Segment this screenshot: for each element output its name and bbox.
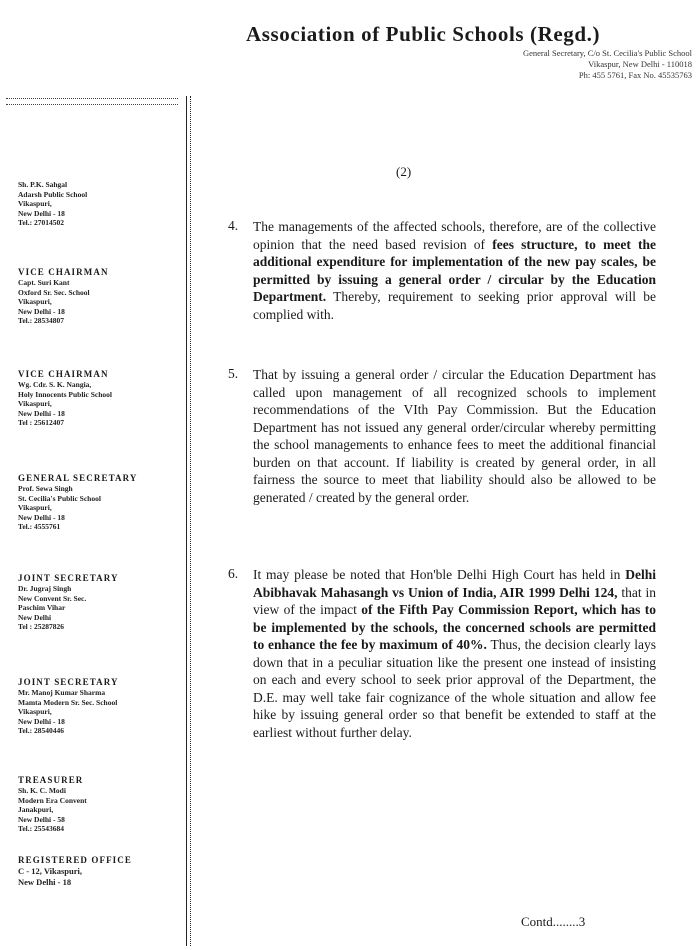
member-line: Holy Innocents Public School	[18, 389, 112, 399]
member-title: JOINT SECRETARY	[18, 573, 119, 583]
member-line: New Delhi - 18	[18, 208, 65, 218]
continued-note: Contd........3	[521, 914, 586, 929]
text-segment-bold: Delhi Abibhavak Mahasangh vs Union of India, AIR 1999 Delhi 124,	[253, 567, 656, 600]
member-line: Sh. K. C. Modi	[18, 786, 66, 795]
member-line: C - 12, Vikaspuri,	[18, 866, 82, 876]
member-title: REGISTERED OFFICE	[18, 855, 132, 865]
text-segment: Thereby, requirement to seeking prior approval will be complied with.	[253, 289, 656, 322]
member-line: Tel.: 28534807	[18, 316, 64, 325]
page-number: (2)	[396, 164, 412, 179]
member-line: Dr. Jugraj Singh	[18, 584, 72, 593]
paragraph-number: 4.	[228, 218, 239, 233]
member-line: Oxford Sr. Sec. School	[18, 287, 90, 297]
paragraph-4	[228, 218, 656, 323]
letterhead-address	[523, 48, 692, 81]
letterhead-divider	[6, 98, 178, 105]
text-segment-bold: of the Fifth Pay Commission Report, which has to be implemented by the schools, the concerned schools are permitted to enhance the fee by maximum of 40%.	[253, 602, 656, 652]
member-line: Paschim Vihar	[18, 603, 66, 612]
member-line: New Delhi - 58	[18, 814, 65, 824]
member-line: Tel.: 25543684	[18, 824, 64, 833]
sidebar-member-joint-secretary	[18, 676, 173, 736]
text-segment-bold: fees structure, to meet the additional expenditure for implementation of the new pay scales, be permitted by issuing a general order / circular by the Education Department.	[253, 236, 656, 304]
member-title: TREASURER	[18, 775, 84, 785]
member-line: Vikaspuri,	[18, 503, 52, 512]
member-line: Tel.: 27014502	[18, 218, 64, 227]
paragraph-5	[228, 366, 656, 506]
member-line: Adarsh Public School	[18, 189, 88, 199]
member-line: New Delhi - 18	[18, 408, 65, 418]
text-segment: The managements of the affected schools, therefore, are of the collective opinion that the need based revision of	[253, 219, 656, 252]
letterhead-line: Ph: 455 5761, Fax No. 45535763	[578, 70, 692, 80]
sidebar-member-vice-chairman	[18, 368, 173, 428]
paragraph-text	[253, 566, 656, 741]
letterhead-line: Vikaspur, New Delhi - 110018	[588, 59, 692, 69]
member-line: Mr. Manoj Kumar Sharma	[18, 688, 106, 697]
paragraph-text	[253, 218, 656, 323]
member-line: Vikaspuri,	[18, 707, 52, 716]
member-line: Prof. Sewa Singh	[18, 484, 73, 493]
member-line: Tel : 25612407	[18, 418, 64, 427]
member-line: Vikaspuri,	[18, 297, 52, 306]
member-line: New Delhi - 18	[18, 306, 65, 316]
paragraph-6	[228, 566, 656, 741]
sidebar-member-treasurer	[18, 774, 173, 834]
member-line: Janakpuri,	[18, 805, 54, 814]
text-segment: that in view of the impact	[253, 584, 656, 617]
margin-rule	[186, 96, 187, 946]
member-title: VICE CHAIRMAN	[18, 369, 109, 379]
member-line: St. Cecilia's Public School	[18, 493, 101, 503]
letterhead-line: General Secretary, C/o St. Cecilia's Public School	[522, 48, 692, 58]
member-line: Vikaspuri,	[18, 199, 52, 208]
text-segment: It may please be noted that Hon'ble Delhi High Court has held in	[253, 567, 626, 582]
member-line: Wg. Cdr. S. K. Nangia,	[18, 380, 92, 389]
sidebar-member-joint-secretary	[18, 572, 173, 632]
paragraph-number: 5.	[228, 366, 239, 381]
member-line: Sh. P.K. Sahgal	[18, 180, 68, 189]
member-line: Modern Era Convent	[18, 795, 87, 805]
member-line: New Convent Sr. Sec.	[18, 593, 87, 603]
text-segment: That by issuing a general order / circular the Education Department has called upon management of all recognized schools to implement recommendations of the VIth Pay Commission. But the Education Department has not issued any general order/circular whereby permitting the school managements to enhance fees to meet the additional financial burden on that account. If liability is created by general order, in all fairness the source to meet that liability should also be allowed to be generated / created by the general order.	[253, 367, 656, 505]
member-line: Tel.: 4555761	[18, 522, 61, 531]
member-line: New Delhi - 18	[18, 716, 65, 726]
member-line: Mamta Modern Sr. Sec. School	[18, 697, 118, 707]
member-line: Vikaspuri,	[18, 399, 52, 408]
member-title: GENERAL SECRETARY	[18, 473, 138, 483]
organization-name: Association of Public Schools (Regd.)	[246, 22, 601, 46]
paragraph-text	[253, 366, 656, 506]
paragraph-number: 6.	[228, 566, 239, 581]
member-line: Tel.: 28540446	[18, 726, 64, 735]
sidebar-member-vice-chairman	[18, 266, 173, 326]
member-line: Tel : 25287826	[18, 622, 64, 631]
text-segment: Thus, the decision clearly lays down that in a peculiar situation like the present one instead of insisting on each and every school to seek prior approval of the Department, the D.E. may well take fair cognizance of the whole situation and allow fee hike by issuing general order so that benefit be extended to staff at the earliest without further delay.	[253, 637, 656, 740]
margin-rule-dotted	[190, 96, 191, 946]
member-line: Capt. Suri Kant	[18, 278, 70, 287]
sidebar-registered-office	[18, 854, 173, 888]
member-title: JOINT SECRETARY	[18, 677, 119, 687]
member-line: New Delhi - 18	[18, 512, 65, 522]
member-line: New Delhi - 18	[18, 877, 72, 887]
sidebar-member-general-secretary	[18, 472, 173, 532]
member-line: New Delhi	[18, 612, 52, 622]
sidebar-member-chairman	[18, 180, 173, 228]
member-title: VICE CHAIRMAN	[18, 267, 109, 277]
